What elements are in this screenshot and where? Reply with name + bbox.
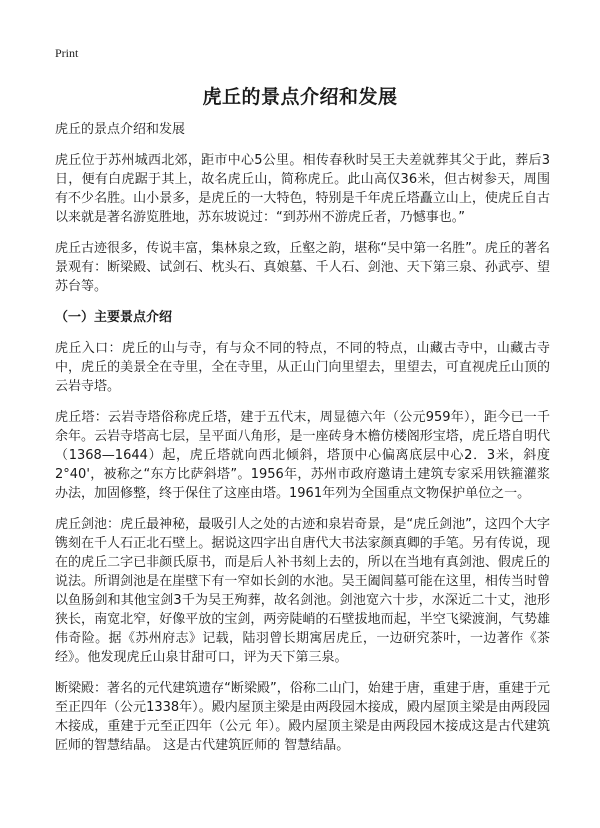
entrance-paragraph: 虎丘入口：虎丘的山与寺，有与众不同的特点，不同的特点，山藏古寺中，山藏古寺中，虎丘的美景全在寺里，全在寺里，从正山门向里望去，里望去，可直视虎丘山顶的云岩寺塔。 xyxy=(55,341,550,394)
sword-pool-paragraph: 虎丘剑池：虎丘最神秘，最吸引人之处的古迹和泉岩奇景，是“虎丘剑池”，这四个大字镌刻在千人石正北石壁上。据说这四字出自唐代大书法家颜真卿的手笔。另有传说，现在的虎丘二字已非颜氏原书，而是后人补书刻上去的，所以在当地有真剑池、假虎丘的说法。所谓剑池是在崖壁下有一窄如长剑的水池。吴王阖闾墓可能在这里，相传当时曾以鱼肠剑和其他宝剑3千为吴王殉葬，故名剑池。剑池宽六十步，水深近二十丈，池形狭长，南宽北窄，好像平放的宝剑，两旁陡峭的石壁拔地而起，半空飞梁渡涧，气势雄伟奇险。据《苏州府志》记载，陆羽曾长期寓居虎丘，一边研究茶叶，一边著作《茶经》。他发现虎丘山泉甘甜可口，评为天下第三泉。 xyxy=(55,517,550,665)
print-link[interactable]: Print xyxy=(55,46,79,60)
page-title: 虎丘的景点介绍和发展 xyxy=(202,86,398,108)
article-subtitle: 虎丘的景点介绍和发展 xyxy=(55,122,186,137)
broken-beam-hall-paragraph: 断梁殿：著名的元代建筑遗存“断梁殿”，俗称二山门，始建于唐，重建于唐，重建于元至正四年（公元1338年）。殿内屋顶主梁是由两段园木接成，殿内屋顶主梁是由两段园木接成，重建于元至正四年（公元 年）。殿内屋顶主梁是由两段园木接成这是古代建筑匠师的智慧结晶。 这是古代建筑匠师的 智慧结晶。 xyxy=(55,681,550,753)
article-body xyxy=(55,120,550,767)
pagoda-paragraph: 虎丘塔：云岩寺塔俗称虎丘塔，建于五代末，周显德六年（公元959年），距今已一千余年。云岩寺塔高七层，呈平面八角形，是一座砖身木檐仿楼阁形宝塔，虎丘塔自明代（1368—1644）起，虎丘塔就向西北倾斜，塔顶中心偏离底层中心2．3米，斜度2°40'，被称之“东方比萨斜塔”。1956年，苏州市政府邀请土建筑专家采用铁箍灌浆办法，加固修整，终于保住了这座由塔。1961年列为全国重点文物保护单位之一。 xyxy=(55,410,550,501)
intro-paragraph: 虎丘位于苏州城西北郊，距市中心5公里。相传春秋时吴王夫差就葬其父于此，葬后3日，便有白虎踞于其上，故名虎丘山，简称虎丘。此山高仅36米，但古树参天，周围有不少名胜。山小景多，是虎丘的一大特色，特别是千年虎丘塔矗立山上，使虎丘自古以来就是著名游览胜地，苏东坡说过：“到苏州不游虎丘者，乃憾事也。” xyxy=(55,153,550,225)
highlights-paragraph: 虎丘古迹很多，传说丰富，集林泉之致，丘壑之韵，堪称“吴中第一名胜”。虎丘的著名景观有：断梁殿、试剑石、枕头石、真娘墓、千人石、剑池、天下第三泉、孙武亭、望苏台等。 xyxy=(55,241,550,294)
section-heading: （一）主要景点介绍 xyxy=(55,310,173,325)
